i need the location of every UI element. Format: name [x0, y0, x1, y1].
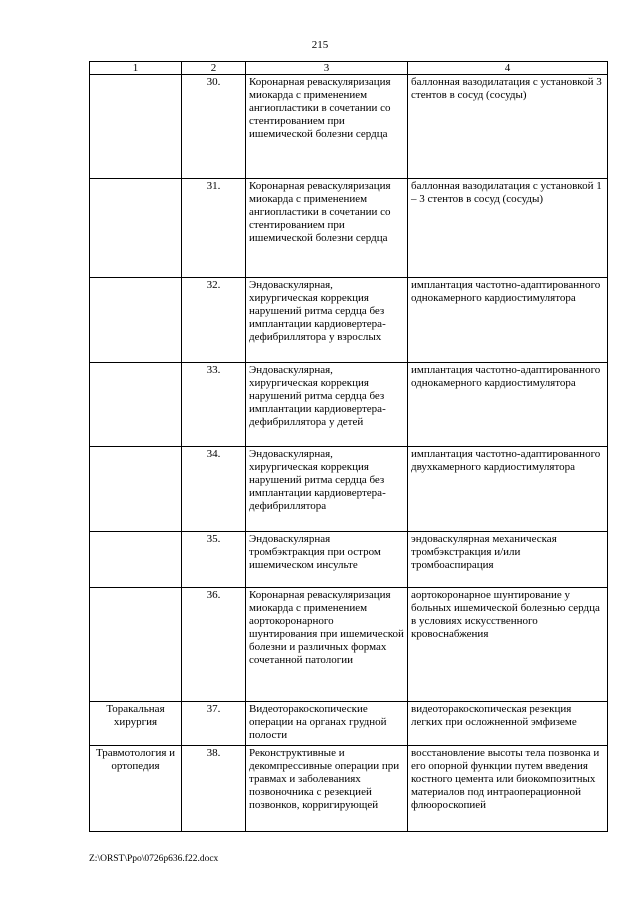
- column-header-3: 3: [246, 62, 408, 75]
- document-path-footer: Z:\ORST\Ppo\0726p636.f22.docx: [89, 854, 219, 864]
- table-row: [90, 746, 608, 832]
- group-cell: [90, 363, 182, 447]
- table-row: [90, 278, 608, 363]
- treatment-method: восстановление высоты тела позвонка и его опорной функции путем введения костного цемента или биокомпозитных материалов под интраоперационной флюороскопией: [408, 746, 608, 832]
- group-cell: [90, 278, 182, 363]
- treatment-method: баллонная вазодилатация с установкой 3 стентов в сосуд (сосуды): [408, 75, 608, 179]
- table-row: [90, 532, 608, 588]
- row-number: 36.: [182, 588, 246, 702]
- treatment-method: имплантация частотно-адаптированного двухкамерного кардиостимулятора: [408, 447, 608, 532]
- row-number: 34.: [182, 447, 246, 532]
- row-number: 35.: [182, 532, 246, 588]
- table-row: [90, 179, 608, 278]
- treatment-method: видеоторакоскопическая резекция легких при осложненной эмфиземе: [408, 702, 608, 746]
- treatment-method: эндоваскулярная механическая тромбэкстракция и/или тромбоаспирация: [408, 532, 608, 588]
- table-row: [90, 75, 608, 179]
- service-name: Эндоваскулярная, хирургическая коррекция нарушений ритма сердца без имплантации кардиовертера-дефибриллятора: [246, 447, 408, 532]
- row-number: 30.: [182, 75, 246, 179]
- group-cell: Травмотология и ортопедия: [90, 746, 182, 832]
- service-name: Коронарная реваскуляризация миокарда с применением ангиопластики в сочетании со стентированием при ишемической болезни сердца: [246, 75, 408, 179]
- treatment-method: имплантация частотно-адаптированного однокамерного кардиостимулятора: [408, 363, 608, 447]
- group-cell: [90, 588, 182, 702]
- row-number: 31.: [182, 179, 246, 278]
- table-row: [90, 588, 608, 702]
- table-row: [90, 702, 608, 746]
- treatment-method: имплантация частотно-адаптированного однокамерного кардиостимулятора: [408, 278, 608, 363]
- column-header-2: 2: [182, 62, 246, 75]
- page-number: 215: [311, 39, 329, 51]
- column-header-1: 1: [90, 62, 182, 75]
- service-name: Эндоваскулярная тромбэктракция при остром ишемическом инсульте: [246, 532, 408, 588]
- group-cell: [90, 75, 182, 179]
- service-name: Коронарная реваскуляризация миокарда с применением ангиопластики в сочетании со стентированием при ишемической болезни сердца: [246, 179, 408, 278]
- group-cell: [90, 447, 182, 532]
- service-name: Видеоторакоскопические операции на органах грудной полости: [246, 702, 408, 746]
- table-row: [90, 363, 608, 447]
- row-number: 38.: [182, 746, 246, 832]
- group-cell: [90, 179, 182, 278]
- treatment-method: аортокоронарное шунтирование у больных ишемической болезнью сердца в условиях искусственного кровоснабжения: [408, 588, 608, 702]
- service-name: Реконструктивные и декомпрессивные операции при травмах и заболеваниях позвоночника с резекцией позвонков, корригирующей: [246, 746, 408, 832]
- column-header-4: 4: [408, 62, 608, 75]
- service-name: Эндоваскулярная, хирургическая коррекция нарушений ритма сердца без имплантации кардиовертера-дефибриллятора у детей: [246, 363, 408, 447]
- services-table: [89, 61, 608, 832]
- table-row: [90, 447, 608, 532]
- row-number: 33.: [182, 363, 246, 447]
- service-name: Коронарная реваскуляризация миокарда с применением аортокоронарного шунтирования при ишемической болезни и различных формах сочетанной патологии: [246, 588, 408, 702]
- group-cell: Торакальная хирургия: [90, 702, 182, 746]
- column-number-row: [90, 62, 608, 75]
- service-name: Эндоваскулярная, хирургическая коррекция нарушений ритма сердца без имплантации кардиовертера-дефибриллятора у взрослых: [246, 278, 408, 363]
- row-number: 37.: [182, 702, 246, 746]
- treatment-method: баллонная вазодилатация с установкой 1 – 3 стентов в сосуд (сосуды): [408, 179, 608, 278]
- row-number: 32.: [182, 278, 246, 363]
- group-cell: [90, 532, 182, 588]
